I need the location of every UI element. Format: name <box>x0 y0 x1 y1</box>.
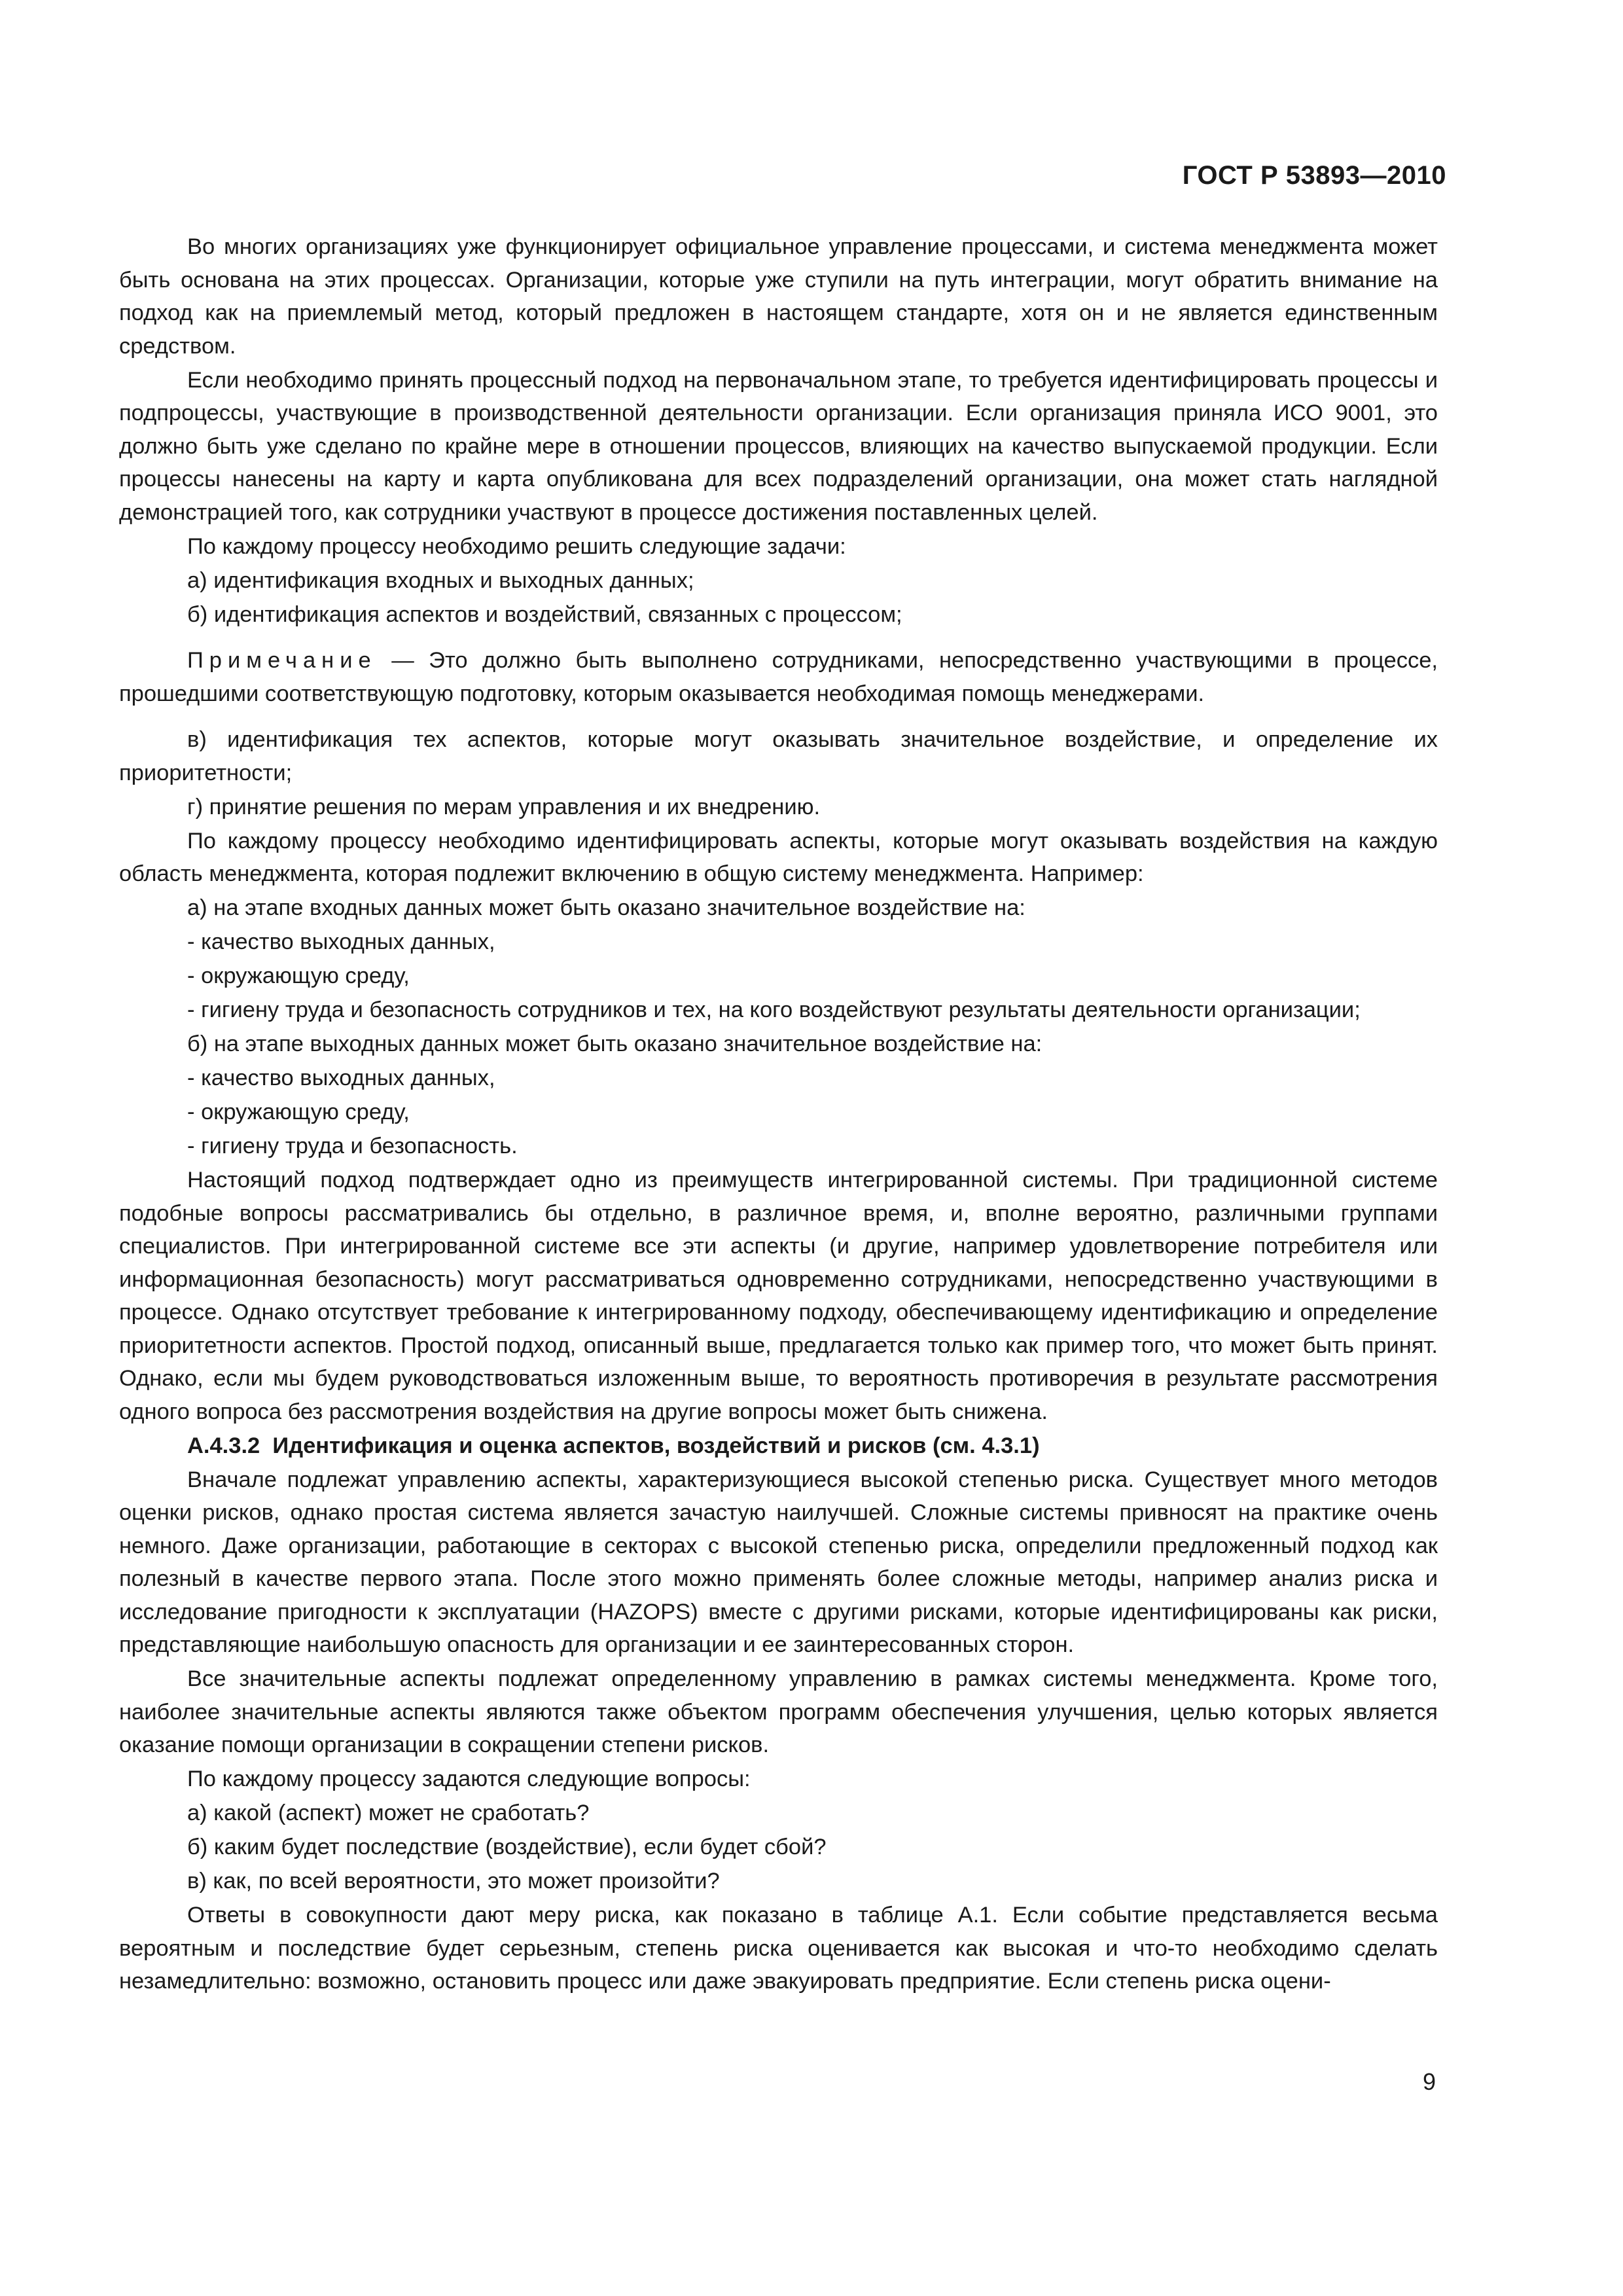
section-heading <box>119 1429 1438 1463</box>
paragraph: Ответы в совокупности дают меру риска, как показано в таблице А.1. Если событие представляется весьма вероятным и последствие будет серьезным, степень риска оценивается как высокая и что-то необходимо сделать незамедлительно: возможно, остановить процесс или даже эвакуировать предприятие. Если степень риска оцени- <box>119 1903 1438 1994</box>
section-title: Идентификация и оценка аспектов, воздействий и рисков (см. 4.3.1) <box>272 1433 1040 1458</box>
note-text: — Это должно быть выполнено сотрудниками, непосредственно участвующими в процессе, прошедшими соответствующую подготовку, которым оказывается необходимая помощь менеджерами. <box>119 648 1438 706</box>
list-item: - гигиену труда и безопасность сотрудников и тех, на кого воздействуют результаты деятельности организации; <box>187 997 1361 1022</box>
list-item: а) на этапе входных данных может быть оказано значительное воздействие на: <box>187 895 1026 920</box>
paragraph: По каждому процессу задаются следующие вопросы: <box>187 1767 751 1791</box>
list-item: г) принятие решения по мерам управления и их внедрению. <box>187 794 821 819</box>
page-number: 9 <box>1422 2068 1436 2095</box>
list-item: - окружающую среду, <box>187 1100 410 1124</box>
note-label: Примечание <box>187 648 377 673</box>
list-item: а) идентификация входных и выходных данных; <box>187 567 694 593</box>
list-item: - гигиену труда и безопасность. <box>187 1134 518 1158</box>
paragraph: Все значительные аспекты подлежат определенному управлению в рамках системы менеджмента. Кроме того, наиболее значительные аспекты являются также объектом программ обеспечения улучшения, целью которых является оказание помощи организации в сокращении степени рисков. <box>119 1666 1438 1757</box>
paragraph: Во многих организациях уже функционирует официальное управление процессами, и система менеджмента может быть основана на этих процессах. Организации, которые уже ступили на путь интеграции, могут обратить внимание на подход как на приемлемый метод, который предложен в настоящем стандарте, хотя он и не является единственным средством. <box>119 234 1438 359</box>
list-item: - качество выходных данных, <box>187 1066 495 1090</box>
paragraph: Настоящий подход подтверждает одно из преимуществ интегрированной системы. При традиционной системе подобные вопросы рассматривались бы отдельно, в различное время, и, вполне вероятно, различными группами специалистов. При интегрированной системе все эти аспекты (и другие, например удовлетворение потребителя или информационная безопасность) могут рассматриваться одновременно сотрудниками, непосредственно участвующими в процессе. Однако отсутствует требование к интегрированному подходу, обеспечивающему идентификацию и определение приоритетности аспектов. Простой подход, описанный выше, предлагается только как пример того, что может быть принят. Однако, если мы будем руководствоваться изложенным выше, то вероятность противоречия в результате рассмотрения одного вопроса без рассмотрения воздействия на другие вопросы может быть снижена. <box>119 1168 1438 1424</box>
paragraph: Вначале подлежат управлению аспекты, характеризующиеся высокой степенью риска. Существует много методов оценки рисков, однако простая система является зачастую наилучшей. Сложные системы привносят на практике очень немного. Даже организации, работающие в секторах с высокой степенью риска, определили предложенный подход как полезный в качестве первого этапа. После этого можно применять более сложные методы, например анализ риска и исследование пригодности к эксплуатации (HAZOPS) вместе с другими рисками, которые идентифицированы как риски, представляющие наибольшую опасность для организации и ее заинтересованных сторон. <box>119 1467 1438 1657</box>
list-item: б) на этапе выходных данных может быть оказано значительное воздействие на: <box>187 1031 1043 1056</box>
list-item: б) каким будет последствие (воздействие), если будет сбой? <box>187 1835 827 1859</box>
standard-designation: ГОСТ Р 53893—2010 <box>1182 161 1446 190</box>
section-number: А.4.3.2 <box>187 1433 260 1458</box>
note <box>119 644 1438 710</box>
paragraph: По каждому процессу необходимо идентифицировать аспекты, которые могут оказывать воздействия на каждую область менеджмента, которая подлежит включению в общую систему менеджмента. Например: <box>119 828 1438 886</box>
list-item: б) идентификация аспектов и воздействий, связанных с процессом; <box>187 601 902 627</box>
list-item: в) как, по всей вероятности, это может произойти? <box>187 1869 720 1893</box>
paragraph: Если необходимо принять процессный подход на первоначальном этапе, то требуется идентифицировать процессы и подпроцессы, участвующие в производственной деятельности организации. Если организация приняла ИСО 9001, это должно быть уже сделано по крайне мере в отношении процессов, влияющих на качество выпускаемой продукции. Если процессы нанесены на карту и карта опубликована для всех подразделений организации, она может стать наглядной демонстрацией того, как сотрудники участвуют в процессе достижения поставленных целей. <box>119 367 1438 525</box>
list-item: - качество выходных данных, <box>187 929 495 954</box>
list-item: а) какой (аспект) может не сработать? <box>187 1801 590 1825</box>
list-item: в) идентификация тех аспектов, которые могут оказывать значительное воздействие, и определение их приоритетности; <box>119 727 1438 785</box>
list-item: - окружающую среду, <box>187 963 410 988</box>
paragraph: По каждому процессу необходимо решить следующие задачи: <box>187 533 846 559</box>
document-body <box>119 230 1438 1999</box>
